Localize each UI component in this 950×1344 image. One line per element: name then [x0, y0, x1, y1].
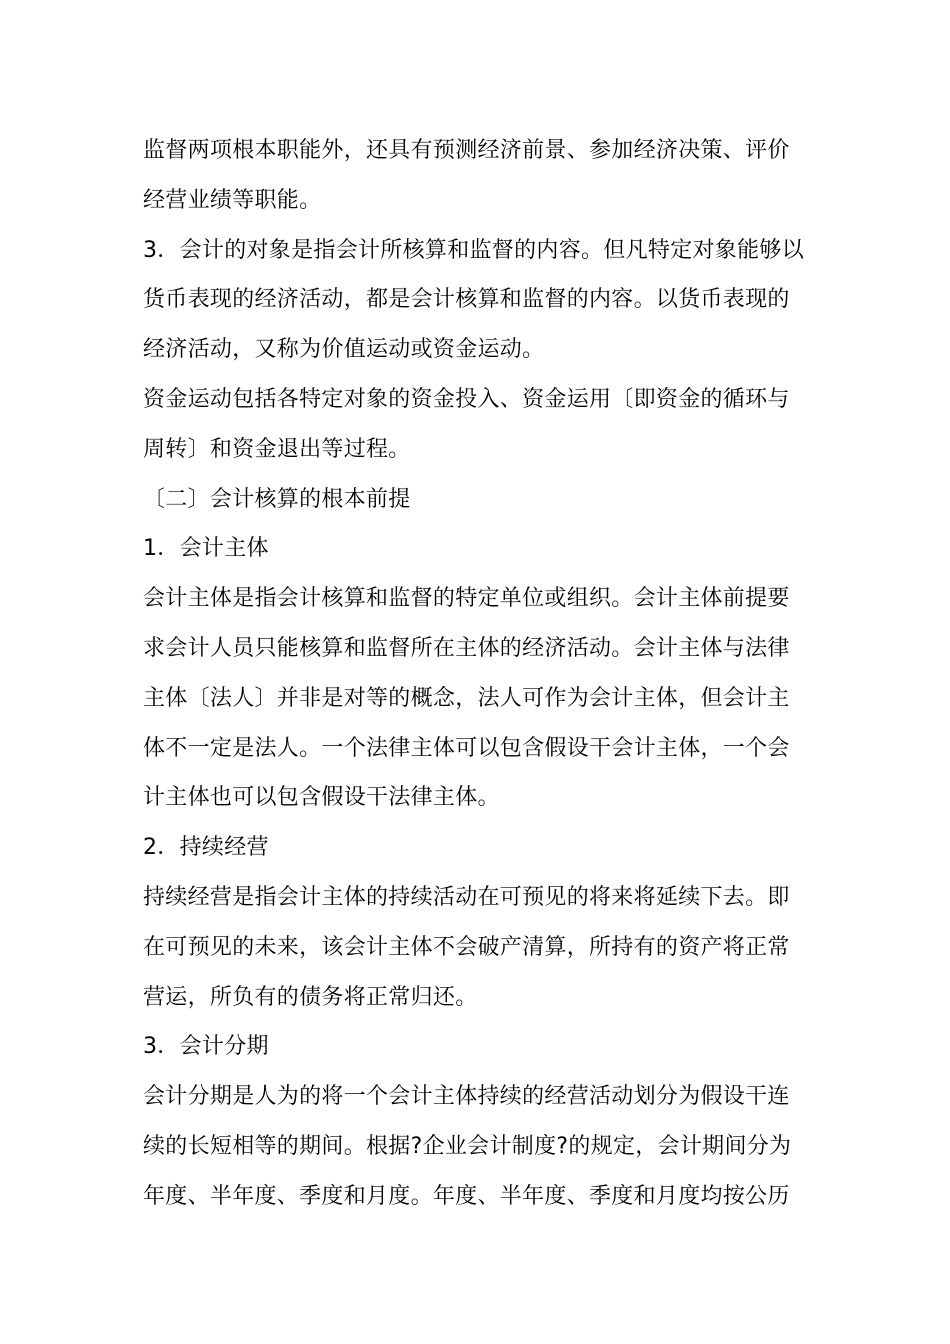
paragraph-accounting-functions: 监督两项根本职能外，还具有预测经济前景、参加经济决策、评价经营业绩等职能。 — [143, 138, 790, 213]
document-body — [143, 126, 811, 1222]
section-heading-basic-premises: 〔二〕会计核算的根本前提 — [143, 486, 411, 512]
subheading-accounting-period: 3．会计分期 — [143, 1034, 269, 1060]
subheading-going-concern: 2．持续经营 — [143, 835, 269, 861]
paragraph-going-concern: 持续经营是指会计主体的持续活动在可预见的将来将延续下去。即在可预见的未来，该会计主体不会破产清算，所持有的资产将正常营运，所负有的债务将正常归还。 — [143, 884, 790, 1010]
subheading-accounting-entity: 1．会计主体 — [143, 536, 269, 562]
paragraph-accounting-period: 会计分期是人为的将一个会计主体持续的经营活动划分为假设干连续的长短相等的期间。根据?企业会计制度?的规定，会计期间分为年度、半年度、季度和月度。年度、半年度、季度和月度均按公历 — [143, 1084, 792, 1209]
paragraph-accounting-object: 3．会计的对象是指会计所核算和监督的内容。但凡特定对象能够以货币表现的经济活动，都是会计核算和监督的内容。以货币表现的经济活动，又称为价值运动或资金运动。 — [143, 237, 804, 363]
paragraph-capital-movement: 资金运动包括各特定对象的资金投入、资金运用〔即资金的循环与周转〕和资金退出等过程。 — [143, 386, 790, 462]
paragraph-accounting-entity: 会计主体是指会计核算和监督的特定单位或组织。会计主体前提要求会计人员只能核算和监督所在主体的经济活动。会计主体与法律主体〔法人〕并非是对等的概念，法人可作为会计主体，但会计主体不一定是法人。一个法律主体可以包含假设干会计主体，一个会计主体也可以包含假设干法律主体。 — [143, 586, 790, 811]
